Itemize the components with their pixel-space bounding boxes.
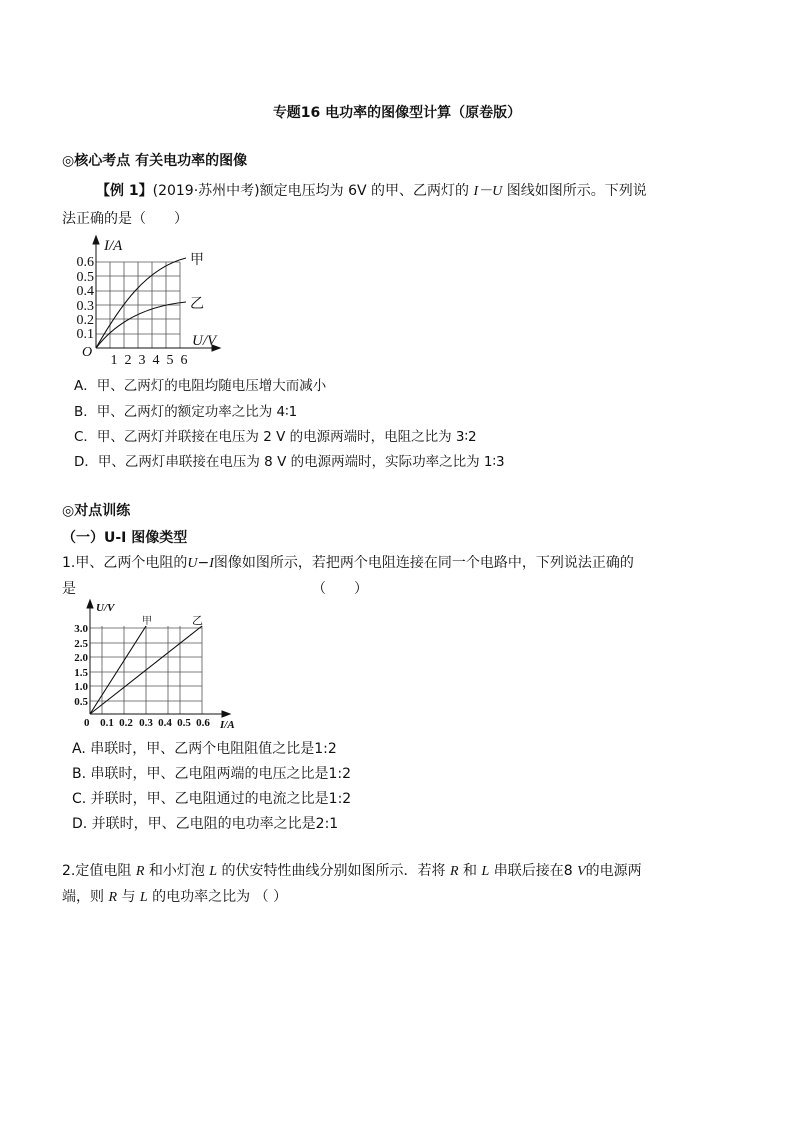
q2-p5: 串联后接在8 bbox=[489, 863, 578, 879]
example-text-2: 图线如图所示。下列说 bbox=[502, 183, 647, 199]
ui-x-axis-label: I/A bbox=[220, 719, 235, 731]
iu-y-tick: 0.5 bbox=[76, 270, 94, 285]
iu-x-tick: 6 bbox=[180, 353, 188, 368]
line-jia-label: 甲 bbox=[142, 616, 152, 627]
option-c-2: C. 并联时，甲、乙电阻通过的电流之比是1:2 bbox=[72, 791, 352, 807]
iu-y-ticks bbox=[77, 255, 95, 342]
example-iu: I－U bbox=[473, 184, 503, 199]
question-1-line-1 bbox=[62, 552, 634, 572]
ui-y-tick: 1.5 bbox=[74, 667, 88, 679]
ui-y-axis-label: U/V bbox=[96, 602, 115, 614]
example-label: 【例 1】 bbox=[96, 183, 153, 199]
question-2-line-1 bbox=[62, 860, 642, 880]
q2-p2: 和小灯泡 bbox=[144, 863, 210, 879]
subheading-ui-type: （一）U-I 图像类型 bbox=[62, 530, 188, 546]
curve-jia bbox=[96, 258, 186, 348]
iu-x-tick: 2 bbox=[124, 353, 132, 368]
ui-x-tick: 0.2 bbox=[119, 717, 133, 729]
page-title: 专题16 电功率的图像型计算（原卷版） bbox=[272, 105, 522, 121]
question-1-line-2: 是 bbox=[62, 581, 76, 597]
option-c-1: C．甲、乙两灯并联接在电压为 2 V 的电源两端时，电阻之比为 3∶2 bbox=[74, 429, 477, 445]
iu-x-tick: 1 bbox=[110, 353, 118, 368]
q2-p3: 的伏安特性曲线分别如图所示．若将 bbox=[217, 863, 450, 879]
iu-y-tick: 0.3 bbox=[76, 299, 94, 314]
iu-x-axis-label: U/V bbox=[192, 333, 217, 349]
option-b-1: B．甲、乙两灯的额定功率之比为 4∶1 bbox=[74, 404, 298, 420]
iu-x-ticks bbox=[111, 353, 188, 368]
ui-origin-label: 0 bbox=[84, 717, 90, 729]
example-text-1: 额定电压均为 6V 的甲、乙两灯的 bbox=[259, 183, 474, 199]
iu-origin-label: O bbox=[82, 345, 93, 360]
q2-r3: R bbox=[108, 890, 118, 905]
ui-y-tick: 3.0 bbox=[74, 623, 88, 635]
ui-x-tick: 0.3 bbox=[139, 717, 153, 729]
example-1-line-1 bbox=[96, 180, 647, 200]
iu-x-tick: 5 bbox=[166, 353, 174, 368]
ui-x-tick: 0.6 bbox=[196, 717, 210, 729]
q1-text-b: 图像如图所示，若把两个电阻连接在同一个电路中，下列说法正确的 bbox=[213, 555, 634, 571]
option-d-2: D. 并联时，甲、乙电阻的电功率之比是2:1 bbox=[72, 816, 339, 832]
iu-y-tick: 0.2 bbox=[76, 313, 94, 328]
iu-y-tick: 0.6 bbox=[76, 255, 94, 270]
ui-y-ticks bbox=[74, 623, 88, 708]
ui-x-tick: 0.4 bbox=[158, 717, 172, 729]
line-yi-label: 乙 bbox=[192, 615, 203, 627]
q2-line2a: 端，则 bbox=[62, 889, 109, 905]
q1-u: U bbox=[187, 556, 198, 571]
iu-y-tick: 0.1 bbox=[76, 327, 94, 342]
ui-y-tick: 0.5 bbox=[74, 696, 88, 708]
q2-p6: 的电源两 bbox=[585, 863, 642, 879]
question-1-paren: （ ） bbox=[312, 581, 368, 597]
q2-v: V bbox=[577, 864, 586, 879]
iu-x-tick: 4 bbox=[152, 353, 160, 368]
q2-p1: 2.定值电阻 bbox=[62, 863, 136, 879]
q2-l2: L bbox=[481, 864, 490, 879]
ui-x-ticks bbox=[100, 717, 210, 729]
iu-graph bbox=[64, 234, 244, 370]
q2-r2: R bbox=[449, 864, 459, 879]
option-d-1: D．甲、乙两灯串联接在电压为 8 V 的电源两端时，实际功率之比为 1∶3 bbox=[74, 454, 505, 470]
iu-x-tick: 3 bbox=[138, 353, 146, 368]
ui-x-tick: 0.5 bbox=[177, 717, 191, 729]
q2-l3: L bbox=[139, 890, 148, 905]
ui-y-tick: 2.5 bbox=[74, 638, 88, 650]
option-a-2: A. 串联时，甲、乙两个电阻阻值之比是1:2 bbox=[72, 741, 337, 757]
example-1-line-2: 法正确的是（ ） bbox=[62, 211, 188, 227]
ui-x-tick: 0.1 bbox=[100, 717, 114, 729]
option-a-1: A．甲、乙两灯的电阻均随电压增大而减小 bbox=[74, 378, 327, 394]
iu-y-axis-label: I/A bbox=[104, 238, 123, 254]
ui-y-tick: 1.0 bbox=[74, 681, 88, 693]
example-source: (2019·苏州中考) bbox=[152, 183, 260, 199]
q2-line2b: 与 bbox=[117, 889, 140, 905]
q2-p4: 和 bbox=[458, 863, 482, 879]
curve-jia-label: 甲 bbox=[190, 253, 204, 268]
q1-i: I bbox=[209, 556, 214, 571]
q2-line2c: 的电功率之比为 （ ） bbox=[147, 889, 288, 905]
section-heading-practice: ◎对点训练 bbox=[62, 503, 131, 519]
q1-dash: − bbox=[197, 555, 210, 571]
q1-text-a: 1.甲、乙两个电阻的 bbox=[62, 555, 188, 571]
q2-r1: R bbox=[135, 864, 145, 879]
q2-l1: L bbox=[209, 864, 218, 879]
question-2-line-2 bbox=[62, 886, 287, 906]
section-heading-core: ◎核心考点 有关电功率的图像 bbox=[62, 153, 248, 169]
ui-graph bbox=[64, 598, 244, 734]
iu-y-tick: 0.4 bbox=[76, 284, 94, 299]
curve-yi-label: 乙 bbox=[190, 297, 204, 312]
option-b-2: B. 串联时，甲、乙电阻两端的电压之比是1:2 bbox=[72, 766, 352, 782]
ui-y-tick: 2.0 bbox=[74, 652, 88, 664]
